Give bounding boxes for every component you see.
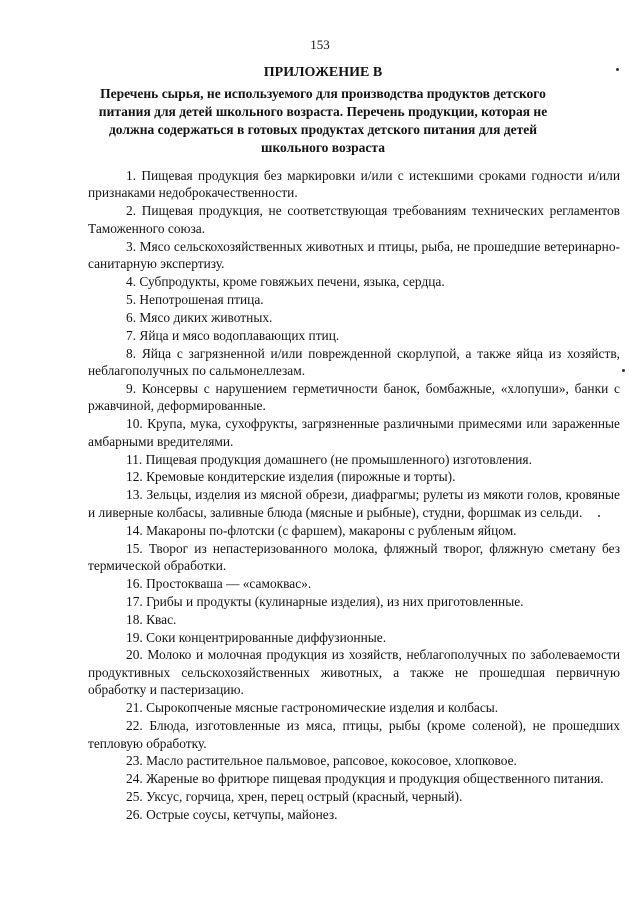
list-item: 15. Творог из непастеризованного молока, фляжный творог, фляжную сметану без термической обработки. — [88, 540, 620, 573]
appendix-heading: ПРИЛОЖЕНИЕ В — [263, 65, 383, 80]
list-item: 4. Субпродукты, кроме говяжьих печени, языка, сердца. — [126, 273, 445, 289]
list-item: 21. Сырокопченые мясные гастрономические изделия и колбасы. — [126, 700, 499, 716]
title-block — [88, 64, 558, 157]
list-item: 17. Грибы и продукты (кулинарные изделия), из них приготовленные. — [126, 593, 524, 609]
list-item: 26. Острые соусы, кетчупы, майонез. — [126, 807, 338, 823]
list-item: 3. Мясо сельскохозяйственных животных и птицы, рыба, не прошедшие ветеринарно-санитарную экспертизу. — [88, 238, 620, 272]
list-item: 22. Блюда, изготовленные из мяса, птицы, рыбы (кроме соленой), не прошедших тепловую обработку. — [88, 718, 620, 751]
prohibited-items-list — [88, 167, 620, 824]
list-item: 5. Непотрошеная птица. — [126, 291, 264, 307]
list-item: 8. Яйца с загрязненной и/или поврежденной скорлупой, а также яйца из хозяйств, неблагополучных по сальмонеллезам. — [88, 345, 620, 378]
list-item: 13. Зельцы, изделия из мясной обрези, диафрагмы; рулеты из мякоти голов, кровяные и ливерные колбасы, заливные блюда (мясные и рыбные), студни, форшмак из сельди. — [88, 487, 620, 520]
scan-speck — [622, 369, 625, 372]
list-item: 23. Масло растительное пальмовое, рапсовое, кокосовое, хлопковое. — [126, 753, 517, 769]
list-item: 9. Консервы с нарушением герметичности банок, бомбажные, «хлопуши», банки с ржавчиной, деформированные. — [88, 380, 620, 414]
list-item: 11. Пищевая продукция домашнего (не промышленного) изготовления. — [126, 451, 532, 467]
scan-speck — [598, 515, 600, 517]
list-item: 7. Яйца и мясо водоплавающих птиц. — [126, 327, 340, 343]
list-item: 1. Пищевая продукция без маркировки и/или с истекшими сроками годности и/или признаками недоброкачественности. — [88, 168, 620, 201]
list-item: 6. Мясо диких животных. — [126, 309, 273, 325]
list-item: 10. Крупа, мука, сухофрукты, загрязненные различными примесями или зараженные амбарными вредителями. — [88, 416, 620, 449]
list-item: 18. Квас. — [126, 611, 177, 627]
list-item: 19. Соки концентрированные диффузионные. — [126, 629, 387, 645]
list-item: 25. Уксус, горчица, хрен, перец острый (красный, черный). — [126, 789, 463, 805]
list-item: 12. Кремовые кондитерские изделия (пирожные и торты). — [126, 469, 456, 485]
page-number: 153 — [310, 37, 330, 52]
list-item: 14. Макароны по-флотски (с фаршем), макароны с рубленым яйцом. — [126, 522, 517, 538]
scan-speck — [616, 68, 619, 71]
list-item: 24. Жареные во фритюре пищевая продукция и продукция общественного питания. — [126, 771, 604, 787]
appendix-subtitle: Перечень сырья, не используемого для производства продуктов детского питания для детей школьного возраста. Перечень продукции, которая не должна содержаться в готовых продуктах детского питания для детей школьного возраста — [98, 86, 548, 155]
list-item: 20. Молоко и молочная продукция из хозяйств, неблагополучных по заболеваемости продуктивных сельскохозяйственных животных, а также не прошедшая первичную обработку и пастеризацию. — [88, 647, 620, 698]
list-item: 16. Простокваша — «самоквас». — [126, 575, 312, 591]
list-item: 2. Пищевая продукция, не соответствующая требованиям технических регламентов Таможенного союза. — [88, 203, 620, 236]
